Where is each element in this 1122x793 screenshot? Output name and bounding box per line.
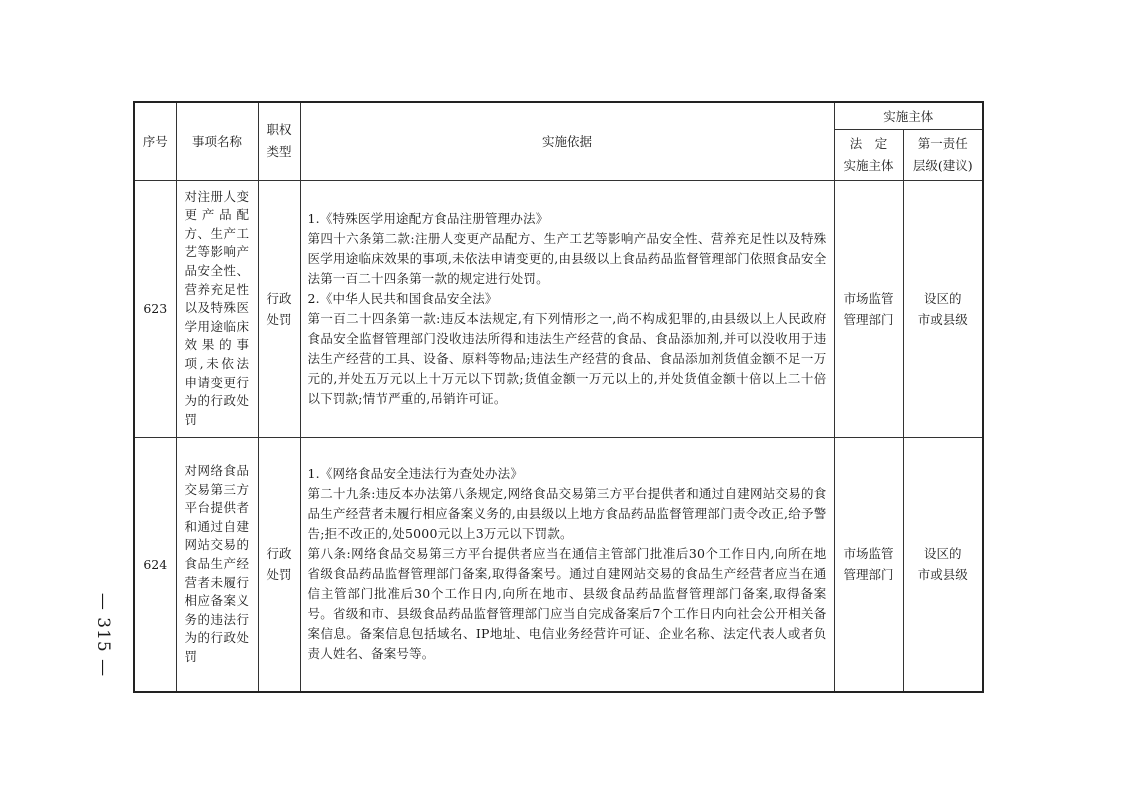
row-type bbox=[258, 437, 300, 692]
row-legal-line1: 市场监管 bbox=[843, 290, 894, 306]
row-type-line2: 处罚 bbox=[266, 567, 292, 583]
row-seq: 623 bbox=[134, 180, 176, 437]
page-number bbox=[88, 590, 118, 680]
table-row bbox=[134, 437, 983, 692]
row-basis bbox=[300, 180, 834, 437]
header-seq: 序号 bbox=[134, 102, 176, 180]
basis-paragraph: 第二十九条:违反本办法第八条规定,网络食品交易第三方平台提供者和通过自建网站交易的食品生产经营者未履行相应备案义务的,由县级以上地方食品药品监督管理部门责令改正,给予警告;拒不改正的,处5000元以上3万元以下罚款。 bbox=[307, 486, 827, 542]
header-item-name: 事项名称 bbox=[176, 102, 258, 180]
table-row bbox=[134, 180, 983, 437]
row-type-line2: 处罚 bbox=[266, 311, 292, 327]
basis-paragraph: 1.《特殊医学用途配方食品注册管理办法》 bbox=[307, 210, 549, 226]
header-level-line2: 层级(建议) bbox=[912, 157, 973, 173]
basis-paragraph: 第四十六条第二款:注册人变更产品配方、生产工艺等影响产品安全性、营养充足性以及特殊医学用途临床效果的事项,未依法申请变更的,由县级以上食品药品监督管理部门依照食品安全法第一百二十四条第一款的规定进行处罚。 bbox=[307, 230, 827, 286]
row-basis bbox=[300, 437, 834, 692]
page-number-text: — 315 — bbox=[93, 592, 114, 678]
row-type-line1: 行政 bbox=[266, 546, 292, 562]
row-type bbox=[258, 180, 300, 437]
row-level-line2: 市或县级 bbox=[917, 567, 968, 583]
header-subject-group: 实施主体 bbox=[834, 102, 983, 129]
header-type-line1: 职权 bbox=[266, 122, 292, 138]
header-legal-line2: 实施主体 bbox=[843, 157, 894, 173]
row-level-line1: 设区的 bbox=[924, 290, 962, 306]
row-level-line1: 设区的 bbox=[924, 546, 962, 562]
basis-paragraph: 第八条:网络食品交易第三方平台提供者应当在通信主管部门批准后30个工作日内,向所在地省级食品药品监督管理部门备案,取得备案号。通过自建网站交易的食品生产经营者应当在通信主管部门批准后30个工作日内,向所在地市、县级食品药品监督管理部门备案,取得备案号。省级和市、县级食品药品监督管理部门应当自完成备案后7个工作日内向社会公开相关备案信息。备案信息包括域名、IP地址、电信业务经营许可证、企业名称、法定代表人或者负责人姓名、备案号等。 bbox=[307, 546, 827, 662]
row-responsibility-level bbox=[903, 437, 983, 692]
header-basis: 实施依据 bbox=[300, 102, 834, 180]
header-legal-line1: 法 定 bbox=[849, 135, 888, 151]
header-type-line2: 类型 bbox=[266, 144, 292, 160]
header-type bbox=[258, 102, 300, 180]
row-legal-line1: 市场监管 bbox=[843, 546, 894, 562]
row-item-name: 对网络食品交易第三方平台提供者和通过自建网站交易的食品生产经营者未履行相应备案义务的违法行为的行政处罚 bbox=[176, 437, 258, 692]
row-legal-line2: 管理部门 bbox=[843, 311, 894, 327]
header-row-1 bbox=[134, 102, 983, 129]
row-responsibility-level bbox=[903, 180, 983, 437]
row-seq: 624 bbox=[134, 437, 176, 692]
basis-paragraph: 2.《中华人民共和国食品安全法》 bbox=[307, 290, 498, 306]
row-item-name: 对注册人变更产品配方、生产工艺等影响产品安全性、营养充足性以及特殊医学用途临床效果的事项,未依法申请变更行为的行政处罚 bbox=[176, 180, 258, 437]
row-type-line1: 行政 bbox=[266, 290, 292, 306]
row-level-line2: 市或县级 bbox=[917, 311, 968, 327]
header-responsibility-level bbox=[903, 129, 983, 180]
basis-paragraph: 第一百二十四条第一款:违反本法规定,有下列情形之一,尚不构成犯罪的,由县级以上人民政府食品安全监督管理部门没收违法所得和违法生产经营的食品、食品添加剂,并可以没收用于违法生产经营的工具、设备、原料等物品;违法生产经营的食品、食品添加剂货值金额不足一万元的,并处五万元以上十万元以下罚款;货值金额一万元以上的,并处货值金额十倍以上二十倍以下罚款;情节严重的,吊销许可证。 bbox=[307, 310, 827, 406]
basis-paragraph: 1.《网络食品安全违法行为查处办法》 bbox=[307, 466, 524, 482]
row-legal-subject bbox=[834, 437, 903, 692]
authority-table bbox=[133, 101, 984, 693]
row-legal-subject bbox=[834, 180, 903, 437]
header-level-line1: 第一责任 bbox=[917, 135, 968, 151]
header-legal-subject bbox=[834, 129, 903, 180]
row-legal-line2: 管理部门 bbox=[843, 567, 894, 583]
